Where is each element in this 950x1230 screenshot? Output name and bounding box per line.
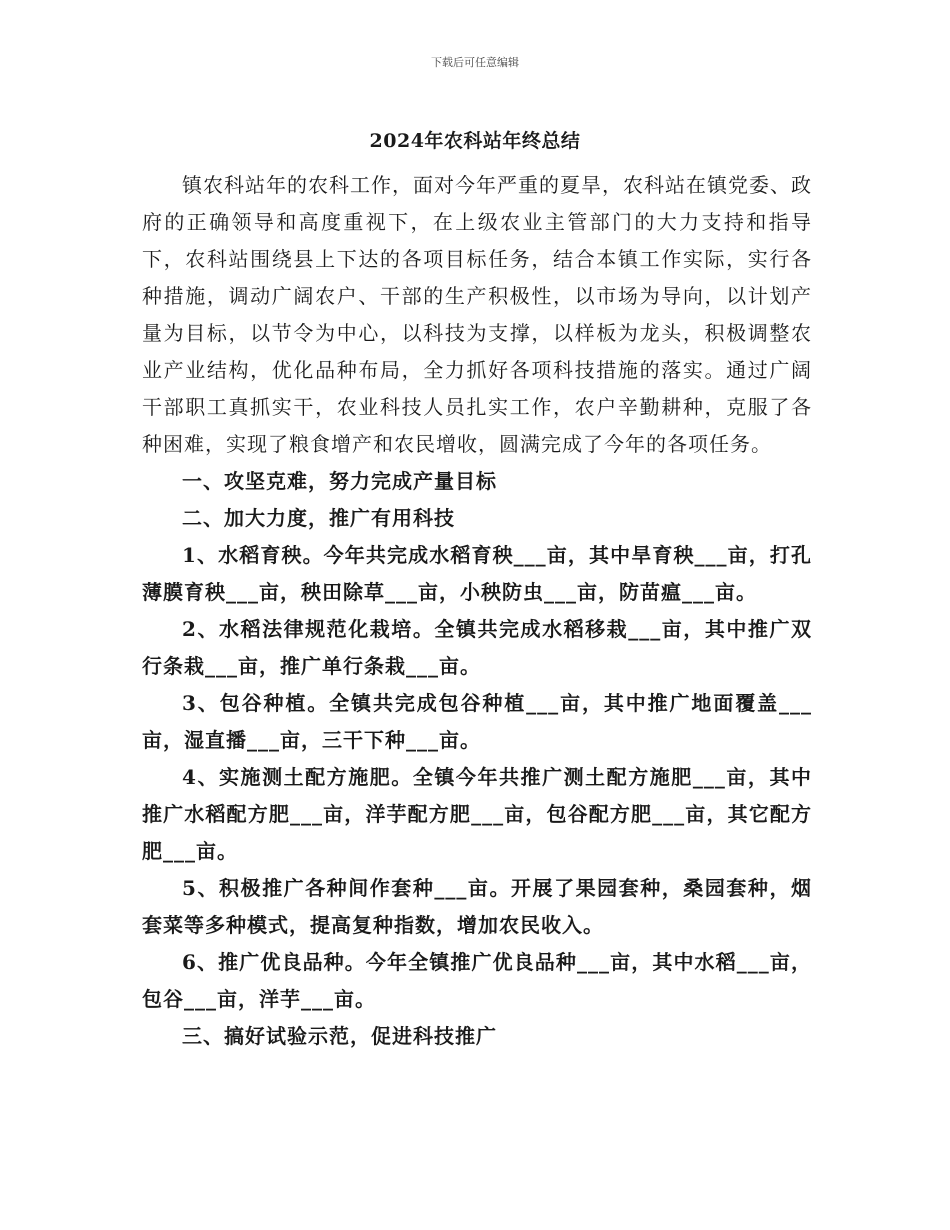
list-item: 1、水稻育秧。今年共完成水稻育秧___亩，其中旱育秧___亩，打孔薄膜育秧___亩，秧田除草___亩，小秧防虫___亩，防苗瘟___亩。 <box>142 543 812 604</box>
header-note: 下载后可任意编辑 <box>431 56 519 69</box>
list-item: 3、包谷种植。全镇共完成包谷种植___亩，其中推广地面覆盖___亩，湿直播___亩，三干下种___亩。 <box>142 691 812 752</box>
list-item: 4、实施测土配方施肥。全镇今年共推广测土配方施肥___亩，其中推广水稻配方肥___亩，洋芋配方肥___亩，包谷配方肥___亩，其它配方肥___亩。 <box>142 765 812 863</box>
list-item: 6、推广优良品种。今年全镇推广优良品种___亩，其中水稻___亩，包谷___亩，洋芋___亩。 <box>142 950 812 1011</box>
list-item: 2、水稻法律规范化栽培。全镇共完成水稻移栽___亩，其中推广双行条栽___亩，推广单行条栽___亩。 <box>142 617 812 678</box>
section-heading: 一、攻坚克难，努力完成产量目标 <box>182 469 497 493</box>
document-body <box>142 167 812 1055</box>
intro-paragraph: 镇农科站年的农科工作，面对今年严重的夏旱，农科站在镇党委、政府的正确领导和高度重视下，在上级农业主管部门的大力支持和指导下，农科站围绕县上下达的各项目标任务，结合本镇工作实际，实行各种措施，调动广阔农户、干部的生产积极性，以市场为导向，以计划产量为目标，以节令为中心，以科技为支撑，以样板为龙头，积极调整农业产业结构，优化品种布局，全力抓好各项科技措施的落实。通过广阔干部职工真抓实干，农业科技人员扎实工作，农户辛勤耕种，克服了各种困难，实现了粮食增产和农民增收，圆满完成了今年的各项任务。 <box>142 173 812 456</box>
section-heading: 三、搞好试验示范，促进科技推广 <box>182 1024 497 1048</box>
section-heading: 二、加大力度，推广有用科技 <box>182 506 455 530</box>
list-item: 5、积极推广各种间作套种___亩。开展了果园套种，桑园套种，烟套菜等多种模式，提高复种指数，增加农民收入。 <box>142 876 812 937</box>
document-title: 2024年农科站年终总结 <box>369 130 581 152</box>
